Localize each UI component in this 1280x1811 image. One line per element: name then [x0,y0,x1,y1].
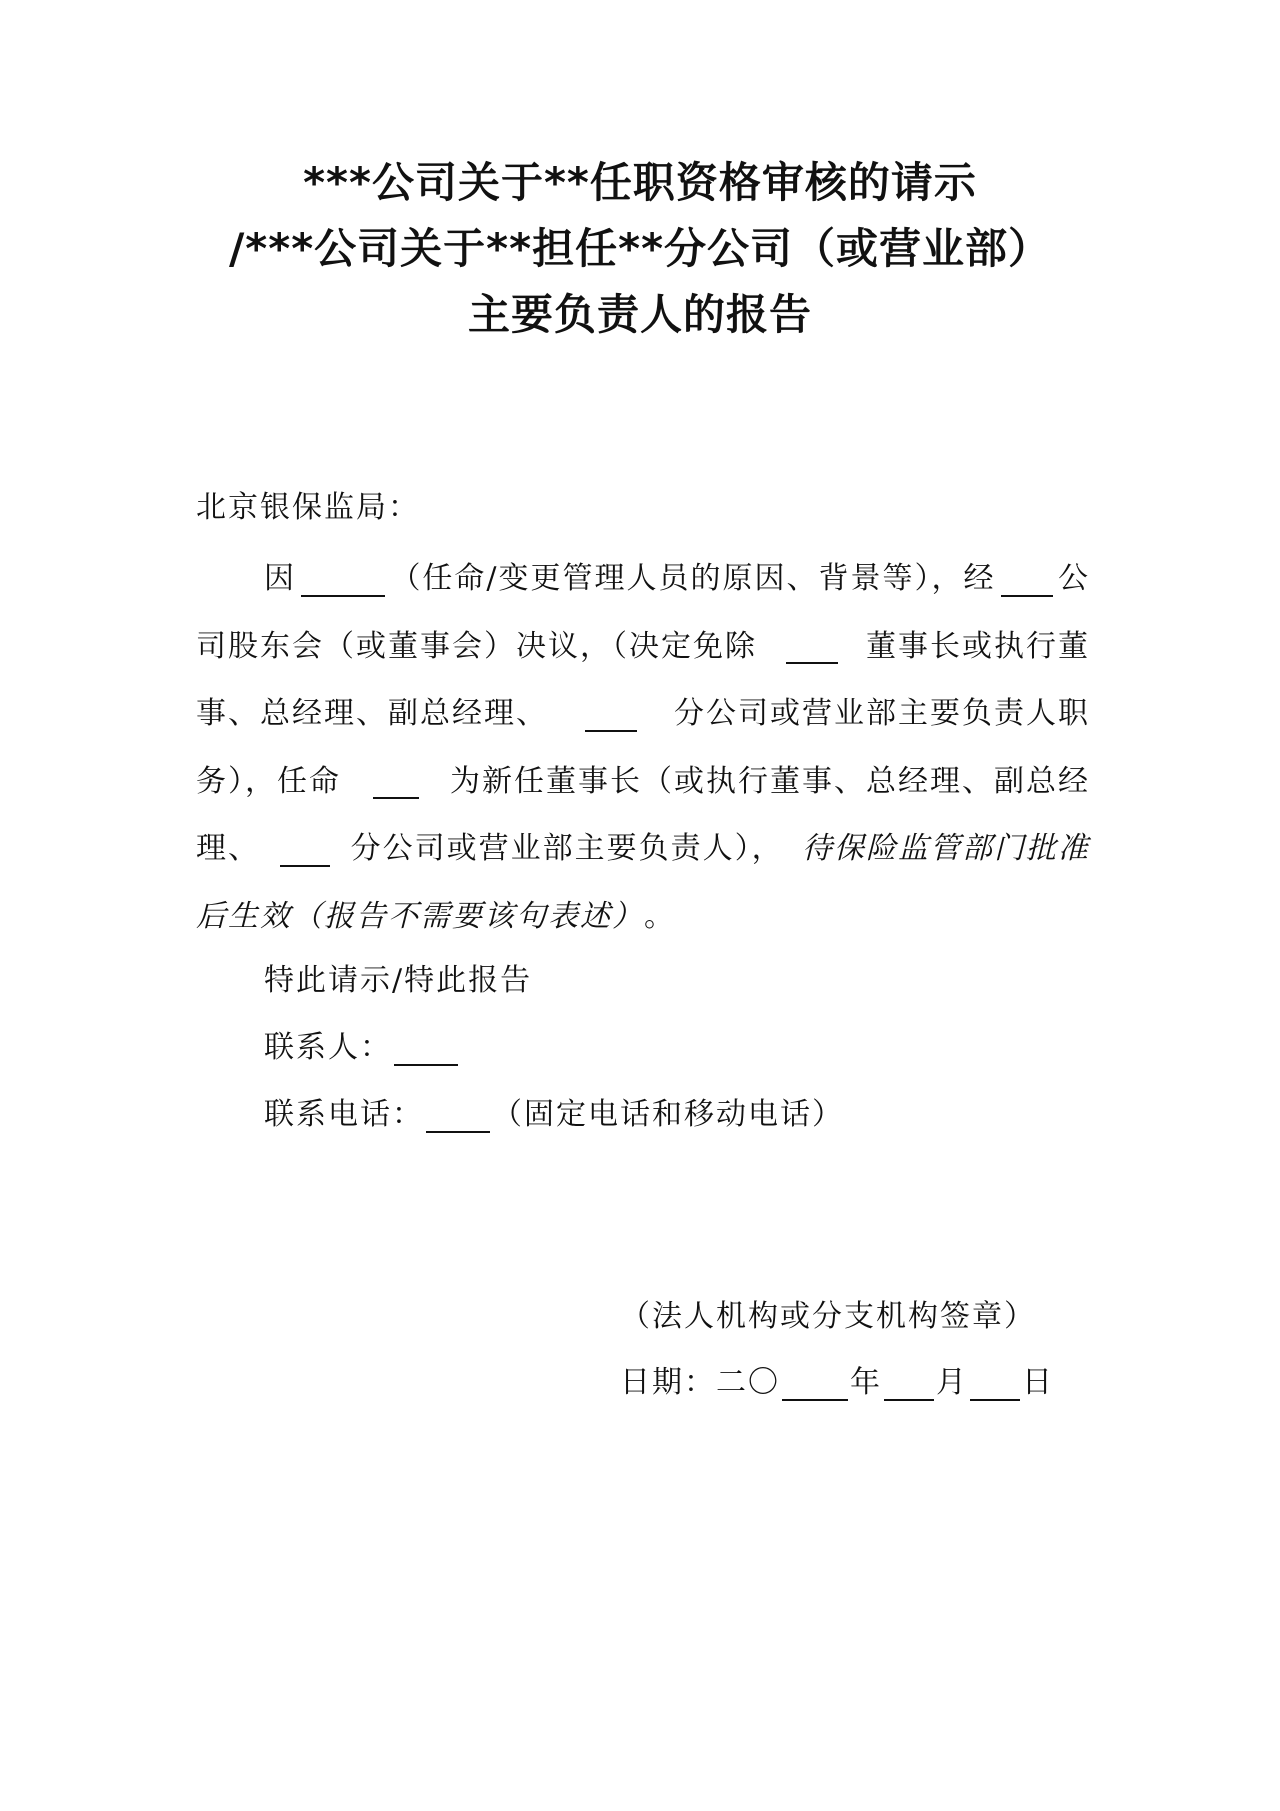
fill-blank-dismissed-person[interactable] [786,628,838,664]
title-line-1: ***公司关于**任职资格审核的请示 [303,158,977,207]
body-text: 公 [1057,561,1090,596]
body-text: 理、 [196,831,260,866]
closing-line: 特此请示/特此报告 [264,963,533,998]
body-line-1 [196,545,1090,613]
body-text: 董事长或执行董 [866,628,1090,664]
approval-note-continued: 后生效（报告不需要该句表述） [196,898,644,934]
contact-phone-row [264,1089,844,1133]
body-text: 司股东会（或董事会）决议，（决定免除 [196,628,757,664]
contact-person-label: 联系人： [264,1030,392,1065]
fill-blank-new-branch[interactable] [280,831,330,867]
body-line-4 [196,748,1090,816]
fill-blank-appointee[interactable] [373,763,419,799]
body-line-2 [196,613,1090,681]
body-text: 因 [264,561,296,596]
document-title [0,150,1280,348]
body-text: （任命/变更管理人员的原因、背景等），经 [390,561,996,596]
contact-person-blank[interactable] [394,1030,458,1066]
year-label: 年 [850,1365,882,1400]
fill-blank-company[interactable] [1001,561,1053,597]
fill-blank-reason[interactable] [301,561,385,597]
body-text: 为新任董事长（或执行董事、总经理、副总经 [450,763,1090,799]
date-label: 日期：二〇 [620,1365,780,1400]
contact-phone-label: 联系电话： [264,1097,424,1132]
year-blank[interactable] [782,1365,848,1401]
contact-phone-note: （固定电话和移动电话） [492,1097,844,1132]
body-text: 分公司或营业部主要负责人）， [350,831,784,866]
body-line-6 [196,883,1090,951]
day-blank[interactable] [970,1365,1020,1401]
contact-person-row [264,1022,460,1066]
title-line-3: 主要负责人的报告 [467,290,812,339]
month-blank[interactable] [884,1365,934,1401]
date-row [620,1357,1054,1401]
salutation: 北京银保监局： [196,490,420,525]
approval-note: 待保险监管部门批准 [801,831,1090,866]
body-text: 事、总经理、副总经理、 [196,696,548,731]
body-text: 务），任命 [196,763,341,799]
body-text: 。 [644,898,676,934]
body-line-3 [196,680,1090,748]
month-label: 月 [936,1365,968,1400]
seal-note: （法人机构或分支机构签章） [620,1299,1036,1334]
day-label: 日 [1022,1365,1054,1400]
contact-phone-blank[interactable] [426,1097,490,1133]
body-line-5 [196,815,1090,883]
fill-blank-branch[interactable] [585,696,637,732]
title-line-2: /***公司关于**担任**分公司（或营业部） [228,224,1052,273]
body-paragraph [196,545,1090,950]
body-text: 分公司或营业部主要负责人职 [674,696,1090,731]
